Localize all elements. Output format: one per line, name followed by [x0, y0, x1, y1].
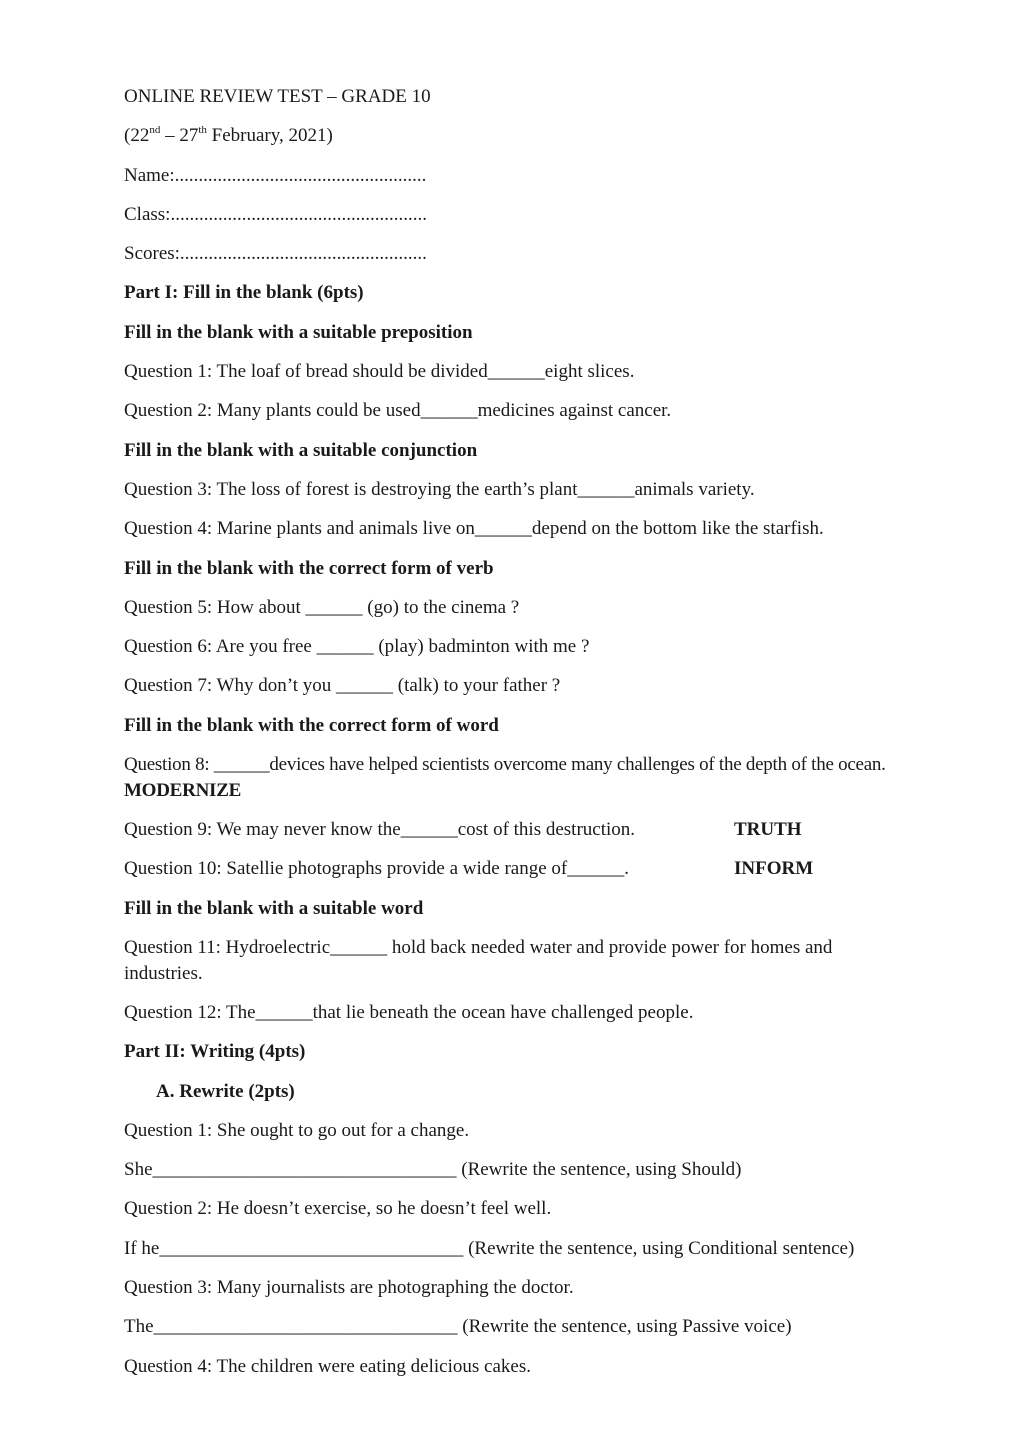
part2-question-2: Question 2: He doesn’t exercise, so he doesn’t feel well.	[124, 1198, 552, 1220]
section-verb-heading: Fill in the blank with the correct form of verb	[124, 557, 494, 579]
name-field: Name:.....................................................	[124, 164, 427, 186]
part2-heading: Part II: Writing (4pts)	[124, 1041, 306, 1063]
part1-question-9: Question 9: We may never know the______cost of this destruction. TRUTH	[124, 817, 1004, 856]
part2-answer-2: If he________________________________ (Rewrite the sentence, using Conditional sentence)	[124, 1237, 855, 1259]
part2-answer-3: The________________________________ (Rewrite the sentence, using Passive voice)	[124, 1316, 792, 1338]
part1-heading: Part I: Fill in the blank (6pts)	[124, 282, 364, 304]
keyword-inform: INFORM	[734, 858, 814, 880]
part1-question-3: Question 3: The loss of forest is destroying the earth’s plant______animals variety.	[124, 478, 755, 500]
scores-field: Scores:....................................................	[124, 243, 427, 265]
part1-question-8: Question 8: ______devices have helped scientists overcome many challenges of the depth of the ocean. MODERNIZE	[124, 754, 886, 802]
part2-section-a-heading: A. Rewrite (2pts)	[156, 1080, 295, 1102]
section-word-form-heading: Fill in the blank with the correct form of word	[124, 714, 499, 736]
part2-question-3: Question 3: Many journalists are photographing the doctor.	[124, 1277, 574, 1299]
part2-answer-1: She________________________________ (Rewrite the sentence, using Should)	[124, 1159, 742, 1181]
part1-question-1: Question 1: The loaf of bread should be divided______eight slices.	[124, 361, 635, 383]
part1-question-7: Question 7: Why don’t you ______ (talk) to your father ?	[124, 675, 561, 697]
test-date: (22nd – 27th February, 2021)	[124, 123, 333, 147]
part1-question-2: Question 2: Many plants could be used______medicines against cancer.	[124, 400, 672, 422]
worksheet-page	[124, 84, 1004, 1393]
class-field: Class:......................................................	[124, 203, 427, 225]
part1-question-10: Question 10: Satellie photographs provide a wide range of______. INFORM	[124, 856, 1004, 895]
part1-question-11: Question 11: Hydroelectric______ hold back needed water and provide power for homes and industries.	[124, 936, 833, 984]
section-conjunction-heading: Fill in the blank with a suitable conjunction	[124, 439, 478, 461]
part2-question-4: Question 4: The children were eating delicious cakes.	[124, 1355, 531, 1377]
test-title: ONLINE REVIEW TEST – GRADE 10	[124, 86, 431, 107]
part1-question-12: Question 12: The______that lie beneath the ocean have challenged people.	[124, 1001, 694, 1023]
part1-question-6: Question 6: Are you free ______ (play) badminton with me ?	[124, 636, 590, 658]
part1-question-4: Question 4: Marine plants and animals live on______depend on the bottom like the starfish.	[124, 518, 824, 540]
part1-question-5: Question 5: How about ______ (go) to the cinema ?	[124, 596, 520, 618]
keyword-modernize: MODERNIZE	[124, 780, 242, 802]
part2-question-1: Question 1: She ought to go out for a change.	[124, 1119, 470, 1141]
section-preposition-heading: Fill in the blank with a suitable preposition	[124, 321, 473, 343]
keyword-truth: TRUTH	[734, 819, 802, 841]
section-suitable-word-heading: Fill in the blank with a suitable word	[124, 897, 424, 919]
